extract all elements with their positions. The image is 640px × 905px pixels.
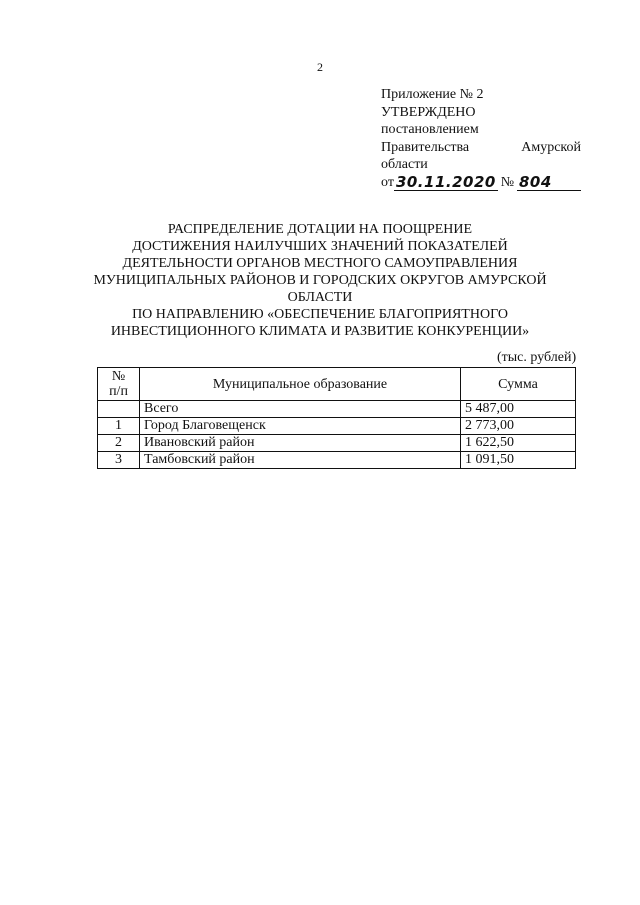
approval-block: [381, 86, 581, 191]
row-sum: 1 091,50: [461, 452, 576, 469]
document-title: [40, 221, 600, 340]
row-number: [98, 401, 140, 418]
region-label: Амурской: [521, 139, 581, 155]
distribution-table: [97, 367, 576, 469]
header-number: [98, 368, 140, 401]
title-line: РАСПРЕДЕЛЕНИЕ ДОТАЦИИ НА ПООЩРЕНИЕ: [167, 222, 473, 237]
government-label: Правительства: [381, 139, 470, 155]
table-row-total: [98, 401, 576, 418]
government-line: [381, 139, 581, 157]
header-sum: Сумма: [461, 368, 576, 401]
handwritten-number: 804: [517, 175, 581, 191]
title-line: ДЕЯТЕЛЬНОСТИ ОРГАНОВ МЕСТНОГО САМОУПРАВЛЕНИЯ: [122, 256, 518, 271]
row-municipality: Тамбовский район: [140, 452, 461, 469]
number-prefix: №: [500, 174, 515, 190]
approved-label: УТВЕРЖДЕНО: [381, 104, 476, 120]
title-line: ПО НАПРАВЛЕНИЮ «ОБЕСПЕЧЕНИЕ БЛАГОПРИЯТНОГО: [132, 307, 508, 322]
row-sum: 1 622,50: [461, 435, 576, 452]
row-municipality: Всего: [140, 401, 461, 418]
row-number: 1: [98, 418, 140, 435]
page-number: 2: [317, 60, 323, 74]
title-line: ДОСТИЖЕНИЯ НАИЛУЧШИХ ЗНАЧЕНИЙ ПОКАЗАТЕЛЕЙ: [132, 239, 508, 254]
row-sum: 5 487,00: [461, 401, 576, 418]
header-number-pp: п/п: [109, 384, 128, 399]
row-municipality: Город Благовещенск: [140, 418, 461, 435]
table-row: [98, 435, 576, 452]
handwritten-date: 30.11.2020: [395, 173, 496, 191]
row-number: 2: [98, 435, 140, 452]
resolution-label: постановлением: [381, 122, 479, 137]
row-sum: 2 773,00: [461, 418, 576, 435]
row-number: 3: [98, 452, 140, 469]
header-municipality: Муниципальное образование: [140, 368, 461, 401]
title-line: ОБЛАСТИ: [287, 290, 353, 305]
appendix-label: Приложение № 2: [381, 87, 484, 102]
units-label: (тыс. рублей): [497, 350, 577, 365]
date-prefix: от: [381, 174, 394, 190]
date-number-line: [381, 174, 581, 192]
title-line: ИНВЕСТИЦИОННОГО КЛИМАТА И РАЗВИТИЕ КОНКУРЕНЦИИ»: [110, 324, 530, 339]
title-line: МУНИЦИПАЛЬНЫХ РАЙОНОВ И ГОРОДСКИХ ОКРУГОВ АМУРСКОЙ: [93, 273, 547, 288]
table-header-row: [98, 368, 576, 401]
row-municipality: Ивановский район: [140, 435, 461, 452]
table-row: [98, 418, 576, 435]
header-number-sign: №: [111, 369, 126, 384]
oblast-label: области: [381, 157, 428, 172]
table-row: [98, 452, 576, 469]
